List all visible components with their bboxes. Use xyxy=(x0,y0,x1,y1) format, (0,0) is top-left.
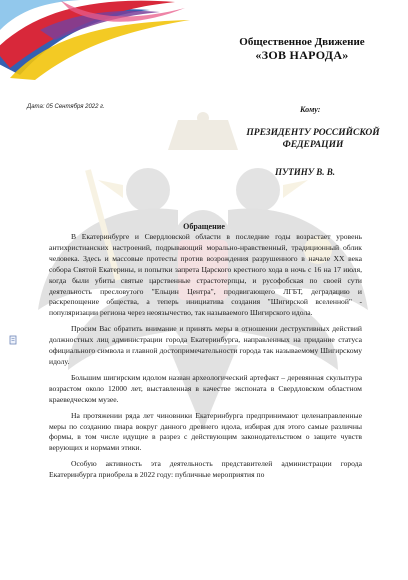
paragraph: Большим шигирским идолом назван археологический артефакт – деревянная скульптура возрастом около 12000 лет, выставленная в качестве экспоната в Свердловском областном краеведческом музее. xyxy=(49,372,362,404)
recipient-label: Кому: xyxy=(300,105,321,114)
organization-name-line2: «ЗОВ НАРОДА» xyxy=(255,48,349,62)
recipient-title: ПРЕЗИДЕНТУ РОССИЙСКОЙ ФЕДЕРАЦИИ xyxy=(246,128,380,150)
paragraph: Просим Вас обратить внимание и принять меры в отношении деструктивных действий должностных лиц администрации города Екатеринбурга, направленных на придание статуса официального символа и главной достопримечательности города так называемому Шигирскому идолу. xyxy=(49,324,362,366)
paragraph: На протяжении ряда лет чиновники Екатеринбурга предпринимают целенаправленные меры по созданию пиара вокруг данного древнего идола, избирая для этого самые различны формы, в том числе идущие в разрез с действующим законодательством о защите чувств верующих и нормами этики. xyxy=(49,410,362,453)
organization-name-line1: Общественное Движение xyxy=(239,36,365,48)
document-body xyxy=(49,232,362,481)
document-heading: Обращение xyxy=(183,222,225,231)
recipient-name: ПУТИНУ В. В. xyxy=(275,167,336,177)
paragraph: В Екатеринбурге и Свердловской области в последние годы возрастает уровень антихристианских настроений, подрывающий морально-нравственный, традиционный облик человека. Здесь и массовые протесты против возрождения разрушенного в начале XX века собора Святой Екатерины, и попытки запрета Царского крестного хода в ночь с 16 на 17 июля, когда были убиты святые царственные страстотерпцы, и русофобская по своей сути деятельность пресловутого "Ельцин Центра", продвигающего ЛГБТ, деградацию и раскрепощение общества, а теперь инициатива создания "Шигирской вселенной" - популяризации региона через неоязычество, так называемого Шигирского идола. xyxy=(49,232,362,318)
organization-title xyxy=(212,36,392,62)
document-date: Дата: 05 Сентября 2022 г. xyxy=(27,104,105,110)
document-link-icon[interactable] xyxy=(9,335,18,345)
paragraph: Особую активность эта деятельность представителей администрации города Екатеринбурга приобрела в 2022 году: публичные мероприятия по xyxy=(49,459,362,480)
ribbons-logo xyxy=(0,0,200,80)
